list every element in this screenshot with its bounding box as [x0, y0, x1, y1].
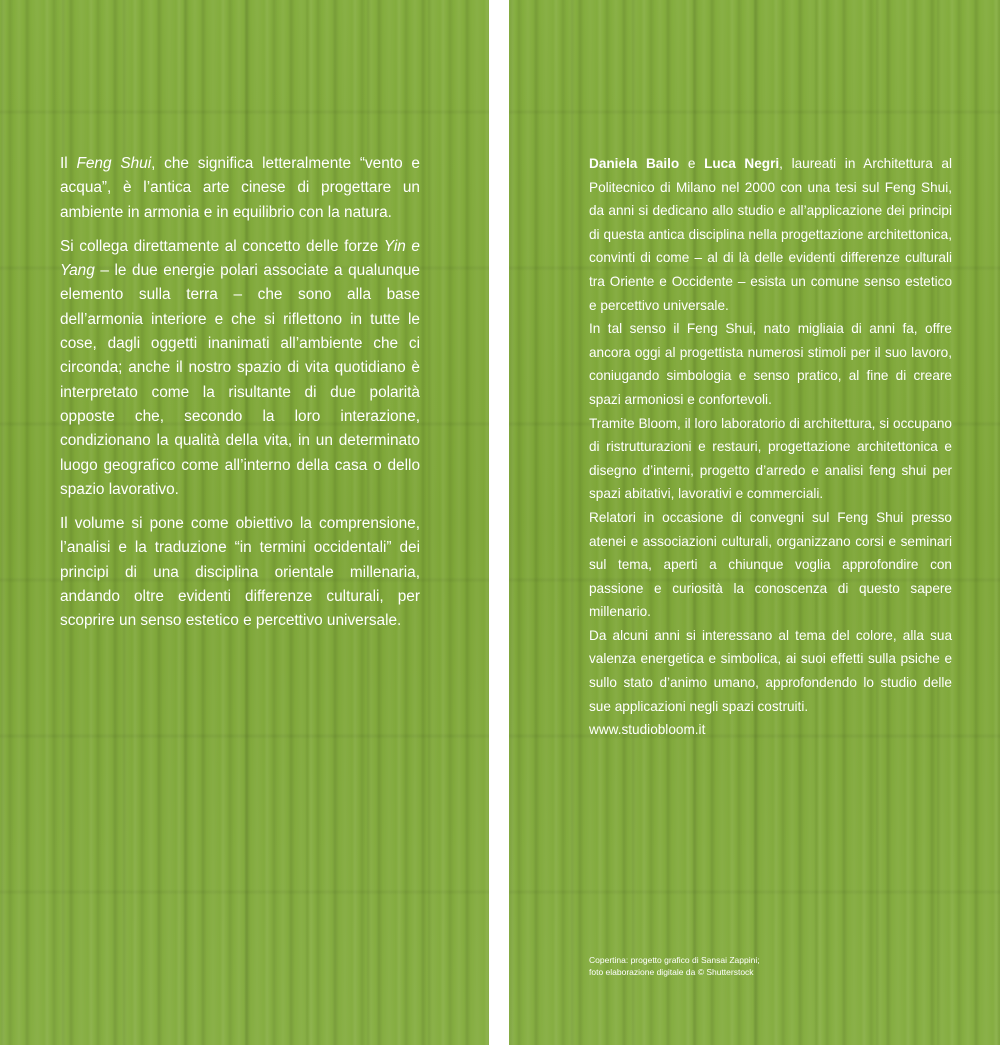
- bio-paragraph-3: Tramite Bloom, il loro laboratorio di architettura, si occupano di ristrutturazioni e restauri, progettazione architettonica e disegno d’interni, progetto d’arredo e analisi feng shui per spazi abitativi, lavorativi e commerciali.: [589, 415, 952, 502]
- author-name: Luca Negri: [704, 156, 780, 171]
- bio-paragraph-2: In tal senso il Feng Shui, nato migliaia di anni fa, offre ancora oggi al progettista numerosi stimoli per il suo lavoro, coniugando simbologia e senso pratico, al fine di creare spazi armoniosi e confortevoli.: [589, 321, 952, 407]
- paragraph-text: – le due energie polari associate a qualunque elemento sulla terra – che sono alla base dell’armonia interiore e che si riflettono in tutte le cose, dagli oggetti inanimati all’ambiente che ci circonda; anche il nostro spazio di vita quotidiano è interpretato come la risultante di due polarità opposte che, secondo la loro interazione, condizionano la qualità della vita, in un determinato luogo geografico come all’interno della casa o dello spazio lavorativo.: [60, 262, 420, 498]
- book-description: [60, 152, 420, 644]
- description-paragraph-1: [60, 152, 420, 225]
- paragraph-text: , che significa letteralmente “vento e acqua”, è l’antica arte cinese di progettare un ambiente in armonia e in equilibrio con la natura.: [60, 155, 420, 221]
- bio-paragraph-4: Relatori in occasione di convegni sul Feng Shui presso atenei e associazioni culturali, organizzano corsi e seminari sul tema, aperti a chiunque voglia approfondire con passione e curiosità la conoscenza di questo sapere millenario.: [589, 509, 952, 620]
- credit-line: Copertina: progetto grafico di Sansai Zappini;: [589, 955, 760, 965]
- website-link[interactable]: www.studiobloom.it: [589, 722, 706, 738]
- paragraph-text: e: [679, 156, 705, 171]
- bio-paragraph-5: Da alcuni anni si interessano al tema del colore, alla sua valenza energetica e simbolica, ai suoi effetti sulla psiche e sullo stato d’animo umano, approfondendo lo studio delle sue applicazioni negli spazi costruiti.: [589, 627, 952, 714]
- description-paragraph-3: Il volume si pone come obiettivo la comprensione, l’analisi e la traduzione “in termini occidentali” dei principi di una disciplina orientale millenaria, andando oltre evidenti differenze culturali, per scoprire un senso estetico e percettivo universale.: [60, 515, 420, 630]
- paragraph-text: Il: [60, 155, 77, 172]
- cover-credits: [589, 955, 849, 978]
- authors-bio: [589, 152, 952, 742]
- paragraph-text: , laureati in Architettura al Politecnico di Milano nel 2000 con una tesi sul Feng Shui, da anni si dedicano allo studio e all’applicazione dei principi di questa antica disciplina nella progettazione architettonica, convinti di come – al di là delle evidenti differenze culturali tra Oriente e Occidente – esista un comune senso estetico e percettivo universale.: [589, 156, 952, 313]
- description-paragraph-2: [60, 235, 420, 502]
- back-cover-left-panel: [0, 0, 489, 1045]
- paragraph-text: Si collega direttamente al concetto delle forze: [60, 237, 384, 255]
- feng-shui-term: Feng Shui: [76, 155, 152, 172]
- back-cover-right-panel: [509, 0, 1000, 1045]
- author-name: Daniela Bailo: [589, 156, 680, 171]
- bio-paragraph-1: [589, 152, 952, 317]
- credit-line: foto elaborazione digitale da © Shutterstock: [589, 966, 754, 977]
- yin-yang-term: Yin e Yang: [60, 237, 420, 280]
